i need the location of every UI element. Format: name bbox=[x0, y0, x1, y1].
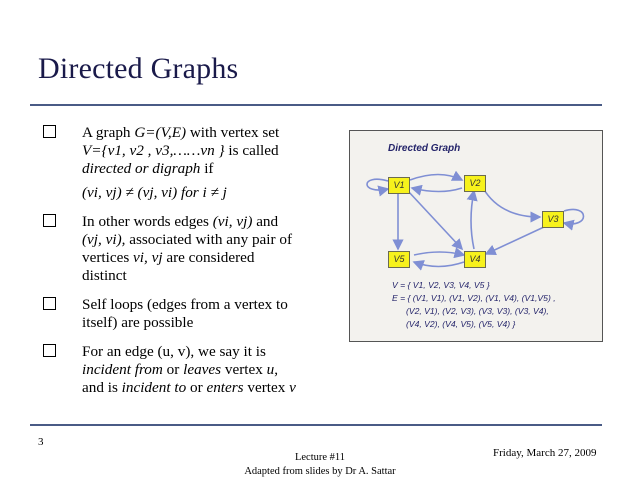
graph-node-v3: V3 bbox=[542, 211, 564, 228]
directed-graph-figure bbox=[349, 130, 603, 342]
edge-v2-v3 bbox=[483, 188, 540, 217]
page-number: 3 bbox=[38, 436, 44, 448]
bullet-line bbox=[82, 160, 316, 178]
bullet-line bbox=[82, 343, 316, 361]
edge-v4-v5 bbox=[414, 262, 464, 267]
text-run: incident to bbox=[121, 379, 187, 396]
bullet-line bbox=[82, 231, 316, 249]
text-run: or bbox=[186, 379, 207, 396]
text-run: (vi, vj) bbox=[212, 213, 253, 230]
graph-node-v2: V2 bbox=[464, 175, 486, 192]
bullet-line bbox=[82, 296, 316, 314]
text-run: vertex bbox=[243, 379, 290, 396]
bullet-list bbox=[36, 124, 316, 408]
footer-attribution: Adapted from slides by Dr A. Sattar bbox=[244, 466, 396, 477]
bullet-line bbox=[82, 314, 316, 332]
figure-title: Directed Graph bbox=[388, 143, 461, 154]
text-run: with vertex set bbox=[186, 124, 280, 141]
edge-v3-v3-loop bbox=[564, 209, 584, 223]
bullet-item-incidence bbox=[36, 343, 316, 397]
text-run: For an edge (u, v), we say it is bbox=[82, 343, 266, 360]
text-run: is called bbox=[224, 142, 279, 159]
text-run: are considered bbox=[162, 249, 255, 266]
text-run: A graph bbox=[82, 124, 135, 141]
text-run: (vi, vj) ≠ (vj, vi) for i ≠ j bbox=[82, 184, 227, 201]
bullet-line bbox=[82, 184, 316, 202]
edge-v1-v2 bbox=[410, 175, 462, 181]
text-run: distinct bbox=[82, 267, 127, 284]
bullet-line bbox=[82, 249, 316, 267]
text-run: vi, vj bbox=[133, 249, 163, 266]
checkbox-bullet-icon bbox=[43, 344, 56, 357]
text-run: v bbox=[289, 379, 296, 396]
bullet-line bbox=[82, 124, 316, 142]
bullet-item-self-loops bbox=[36, 296, 316, 332]
text-run: or bbox=[162, 361, 184, 378]
bullet-line bbox=[82, 267, 316, 285]
text-run: G=(V,E) bbox=[134, 124, 187, 141]
bullet-line bbox=[82, 142, 316, 160]
text-run: vertices bbox=[82, 249, 134, 266]
text-run: , bbox=[274, 361, 278, 378]
text-run: Self loops (edges from a vertex to bbox=[82, 296, 288, 313]
graph-set-definitions bbox=[392, 279, 598, 331]
edge-v1-v4 bbox=[408, 191, 462, 249]
text-run: and bbox=[252, 213, 279, 230]
bullet-item-definition bbox=[36, 124, 316, 202]
edge-v5-v4 bbox=[414, 252, 464, 255]
bullet-line bbox=[82, 379, 316, 397]
text-run: associated with any pair of bbox=[125, 231, 293, 248]
title-divider bbox=[30, 104, 602, 106]
edge-v2-v1 bbox=[412, 188, 462, 192]
text-run: and is bbox=[82, 379, 122, 396]
checkbox-bullet-icon bbox=[43, 125, 56, 138]
text-run: vertex bbox=[221, 361, 267, 378]
edge-v4-v2 bbox=[471, 191, 474, 249]
text-run: V={v1, v2 , v3,……vn } bbox=[82, 142, 225, 159]
checkbox-bullet-icon bbox=[43, 214, 56, 227]
slide-title: Directed Graphs bbox=[38, 52, 239, 85]
edge-set-line: (V4, V2), (V4, V5), (V5, V4) } bbox=[406, 319, 516, 329]
edge-set-line: E = { (V1, V1), (V1, V2), (V1, V4), (V1,V5) , bbox=[392, 293, 556, 303]
slide-date: Friday, March 27, 2009 bbox=[493, 447, 597, 459]
footer-divider bbox=[30, 424, 602, 426]
text-run: (vj, vi), bbox=[82, 231, 126, 248]
edge-v3-v4 bbox=[486, 227, 544, 254]
text-run: incident from bbox=[82, 361, 163, 378]
edge-v1-v1-loop bbox=[367, 179, 388, 190]
graph-node-v1: V1 bbox=[388, 177, 410, 194]
graph-node-v5: V5 bbox=[388, 251, 410, 268]
edge-set-line: (V2, V1), (V2, V3), (V3, V3), (V3, V4), bbox=[406, 306, 549, 316]
graph-node-v4: V4 bbox=[464, 251, 486, 268]
bullet-line bbox=[82, 213, 316, 231]
text-run: itself) are possible bbox=[82, 314, 194, 331]
text-run: enters bbox=[206, 379, 244, 396]
text-run: directed or digraph bbox=[82, 160, 201, 177]
text-run: u bbox=[266, 361, 275, 378]
bullet-line bbox=[82, 361, 316, 379]
vertex-set-text: V = { V1, V2, V3, V4, V5 } bbox=[392, 280, 490, 290]
text-run: leaves bbox=[183, 361, 222, 378]
footer-lecture: Lecture #11 bbox=[294, 452, 346, 463]
text-run: if bbox=[200, 160, 214, 177]
text-run: In other words edges bbox=[82, 213, 213, 230]
checkbox-bullet-icon bbox=[43, 297, 56, 310]
bullet-item-distinct-edges bbox=[36, 213, 316, 285]
